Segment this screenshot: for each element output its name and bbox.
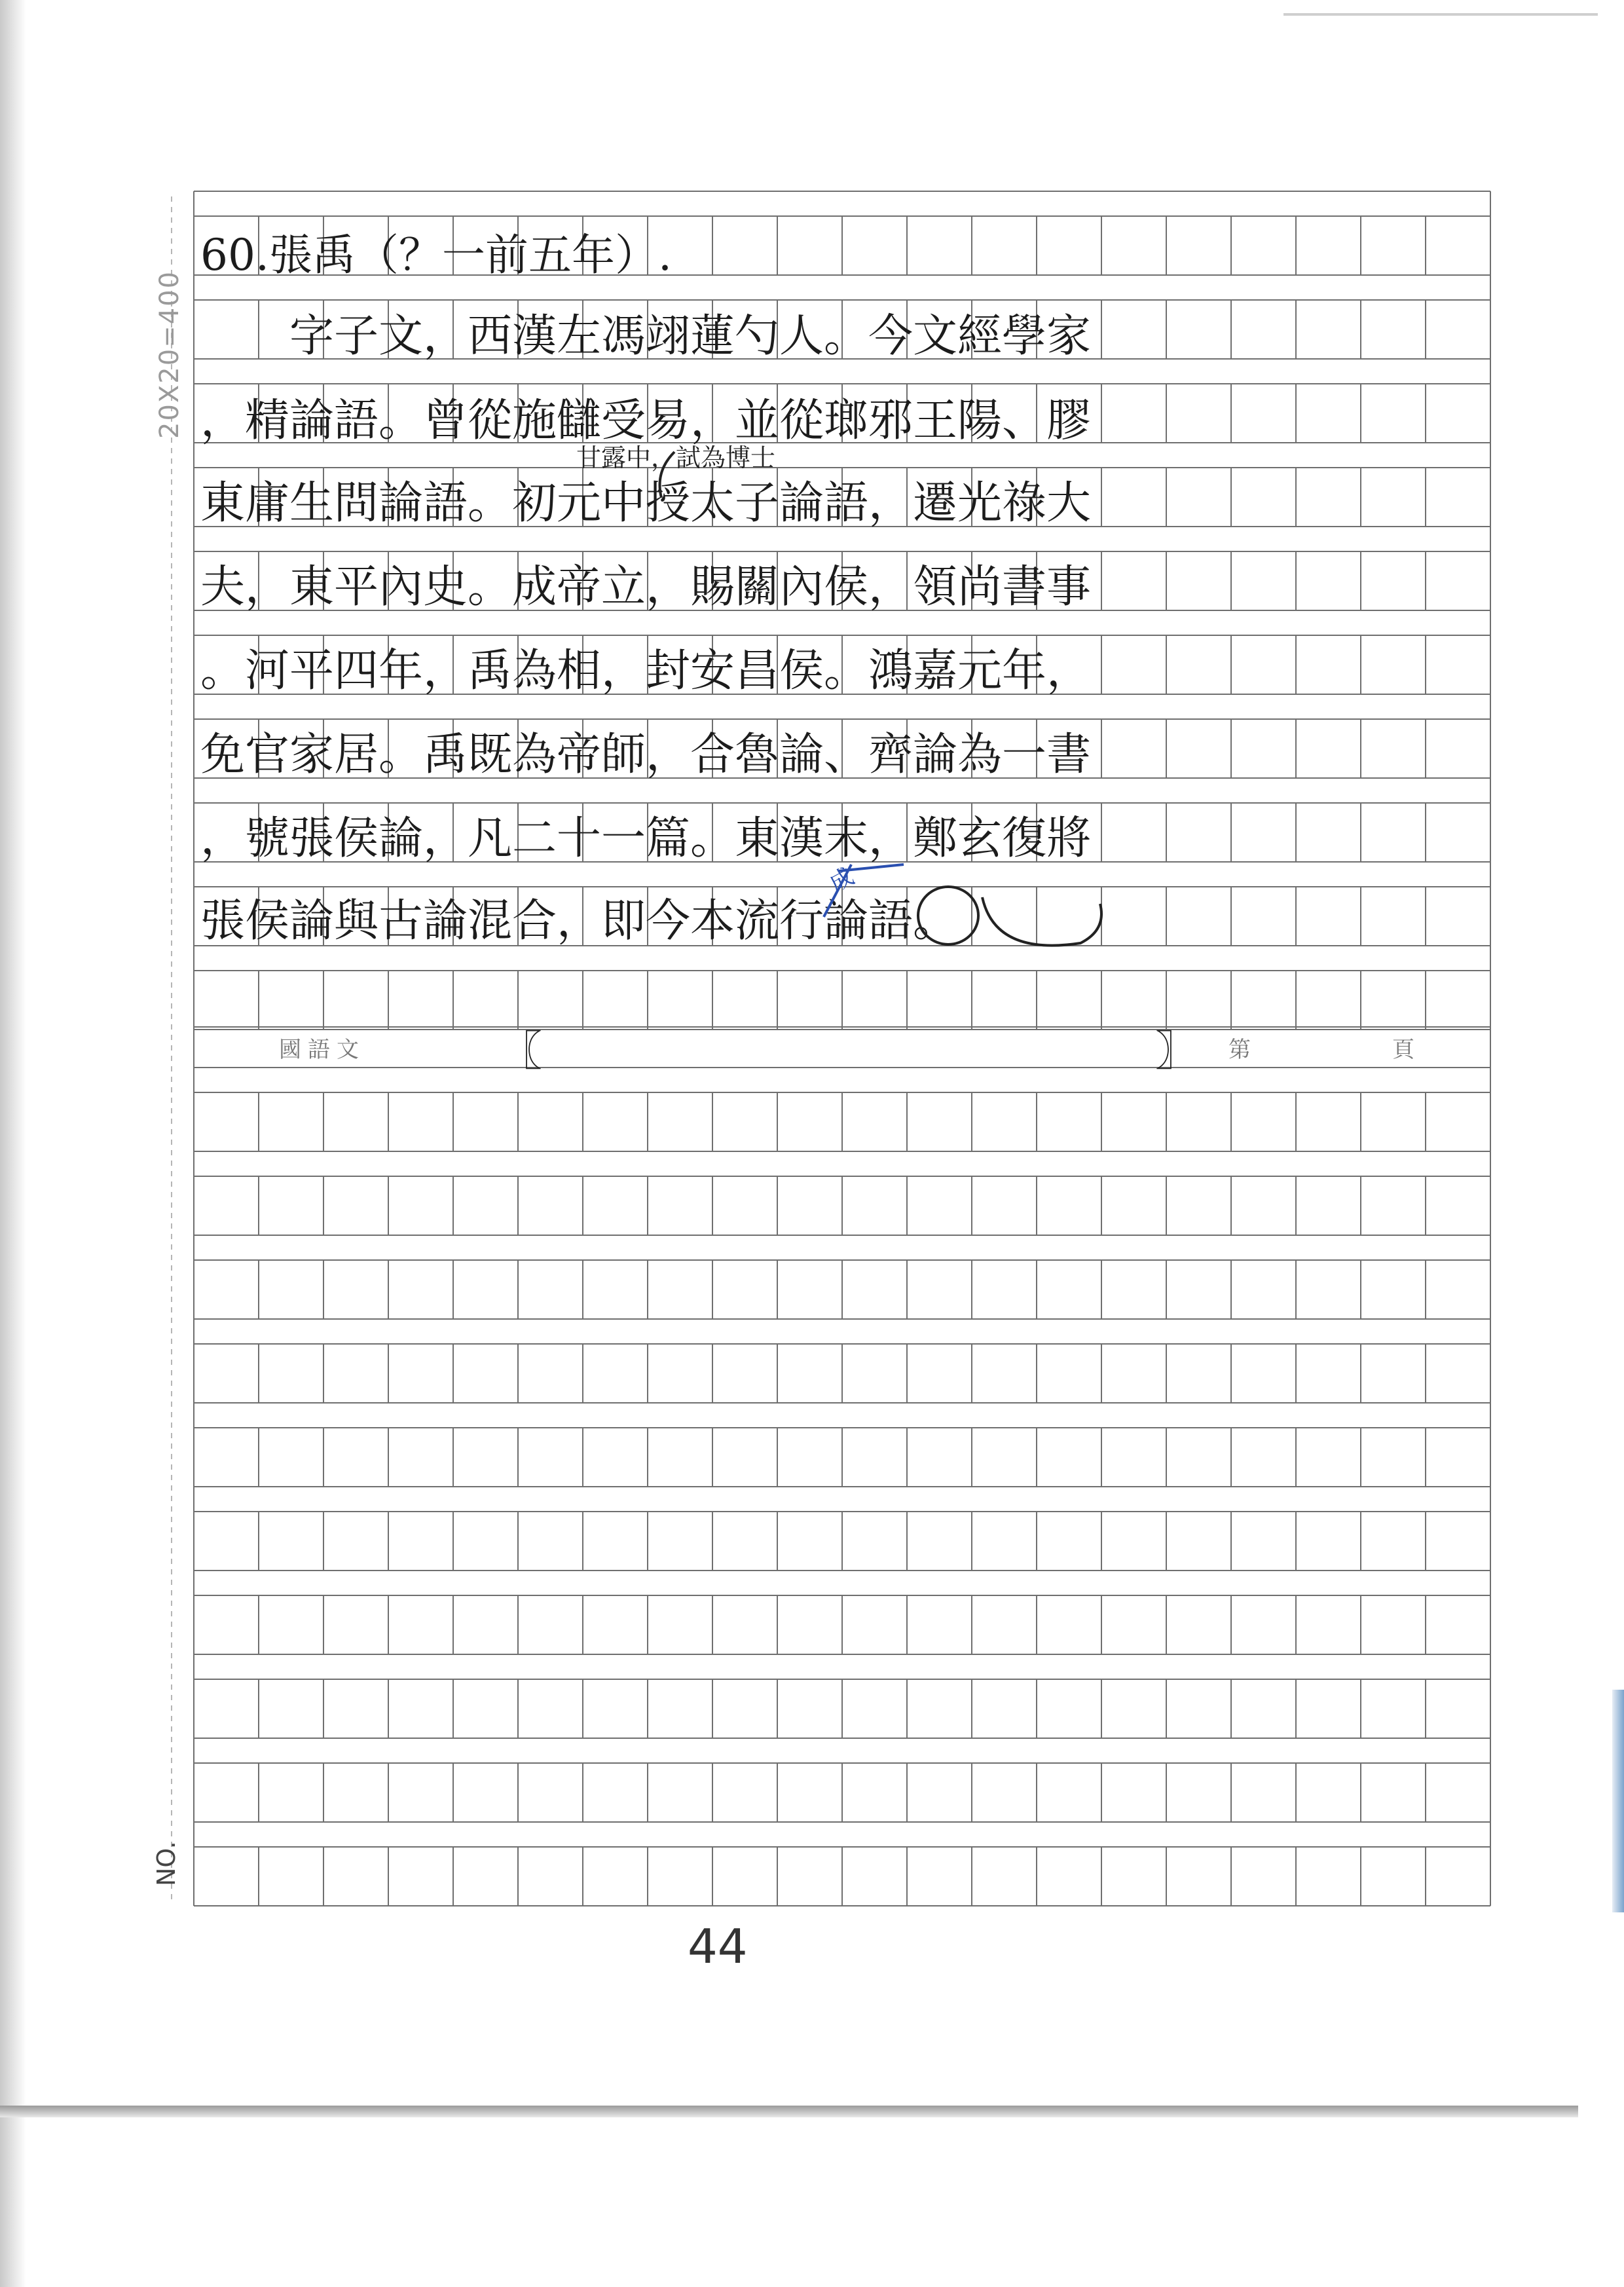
body-line-7: ，號張侯論，凡二十一篇。東漢末，鄭玄復將 bbox=[200, 812, 1092, 865]
underline-arc-mark bbox=[982, 897, 1101, 946]
sheet-number-label: NO. bbox=[152, 1841, 181, 1886]
blue-correction-mark: 成 bbox=[824, 863, 858, 898]
page-number: 44 bbox=[688, 1919, 748, 1974]
footer-right-bracket: 〗 bbox=[1155, 1028, 1197, 1076]
grid-size-label: 20X20=400 bbox=[155, 270, 185, 439]
body-line-6: 免官家居。禹既為帝師，合魯論、齊論為一書 bbox=[200, 728, 1092, 781]
body-line-1: 字子文，西漢左馮翊蓮勺人。今文經學家 bbox=[200, 310, 1092, 362]
footer-page-label: 第 bbox=[1228, 1036, 1251, 1063]
footer-page-unit: 頁 bbox=[1392, 1036, 1414, 1063]
insert-caret-mark bbox=[660, 452, 675, 498]
inserted-annotation: 甘露中，試為博士 bbox=[576, 443, 776, 472]
sheet-footer bbox=[194, 1027, 1490, 1076]
circled-word-mark bbox=[918, 887, 978, 944]
blue-strike-mark bbox=[824, 865, 904, 917]
footer-left-bracket: 〖 bbox=[500, 1028, 542, 1076]
body-line-5: 。河平四年，禹為相，封安昌侯。鴻嘉元年， bbox=[200, 644, 1092, 697]
footer-publisher-label: 國語文 bbox=[279, 1036, 365, 1063]
body-line-8: 張侯論與古論混合，即今本流行論語。 bbox=[200, 895, 958, 947]
body-line-4: 夫，東平內史。成帝立，賜關內侯，領尚書事 bbox=[200, 561, 1092, 613]
entry-title: 60.張禹（？一前五年）. bbox=[200, 229, 672, 280]
body-line-2: ，精論語。曾從施讎受易，並從瑯邪王陽、膠 bbox=[200, 394, 1092, 447]
body-line-3: 東庸生問論語。初元中授太子論語，遷光祿大 bbox=[200, 477, 1092, 529]
